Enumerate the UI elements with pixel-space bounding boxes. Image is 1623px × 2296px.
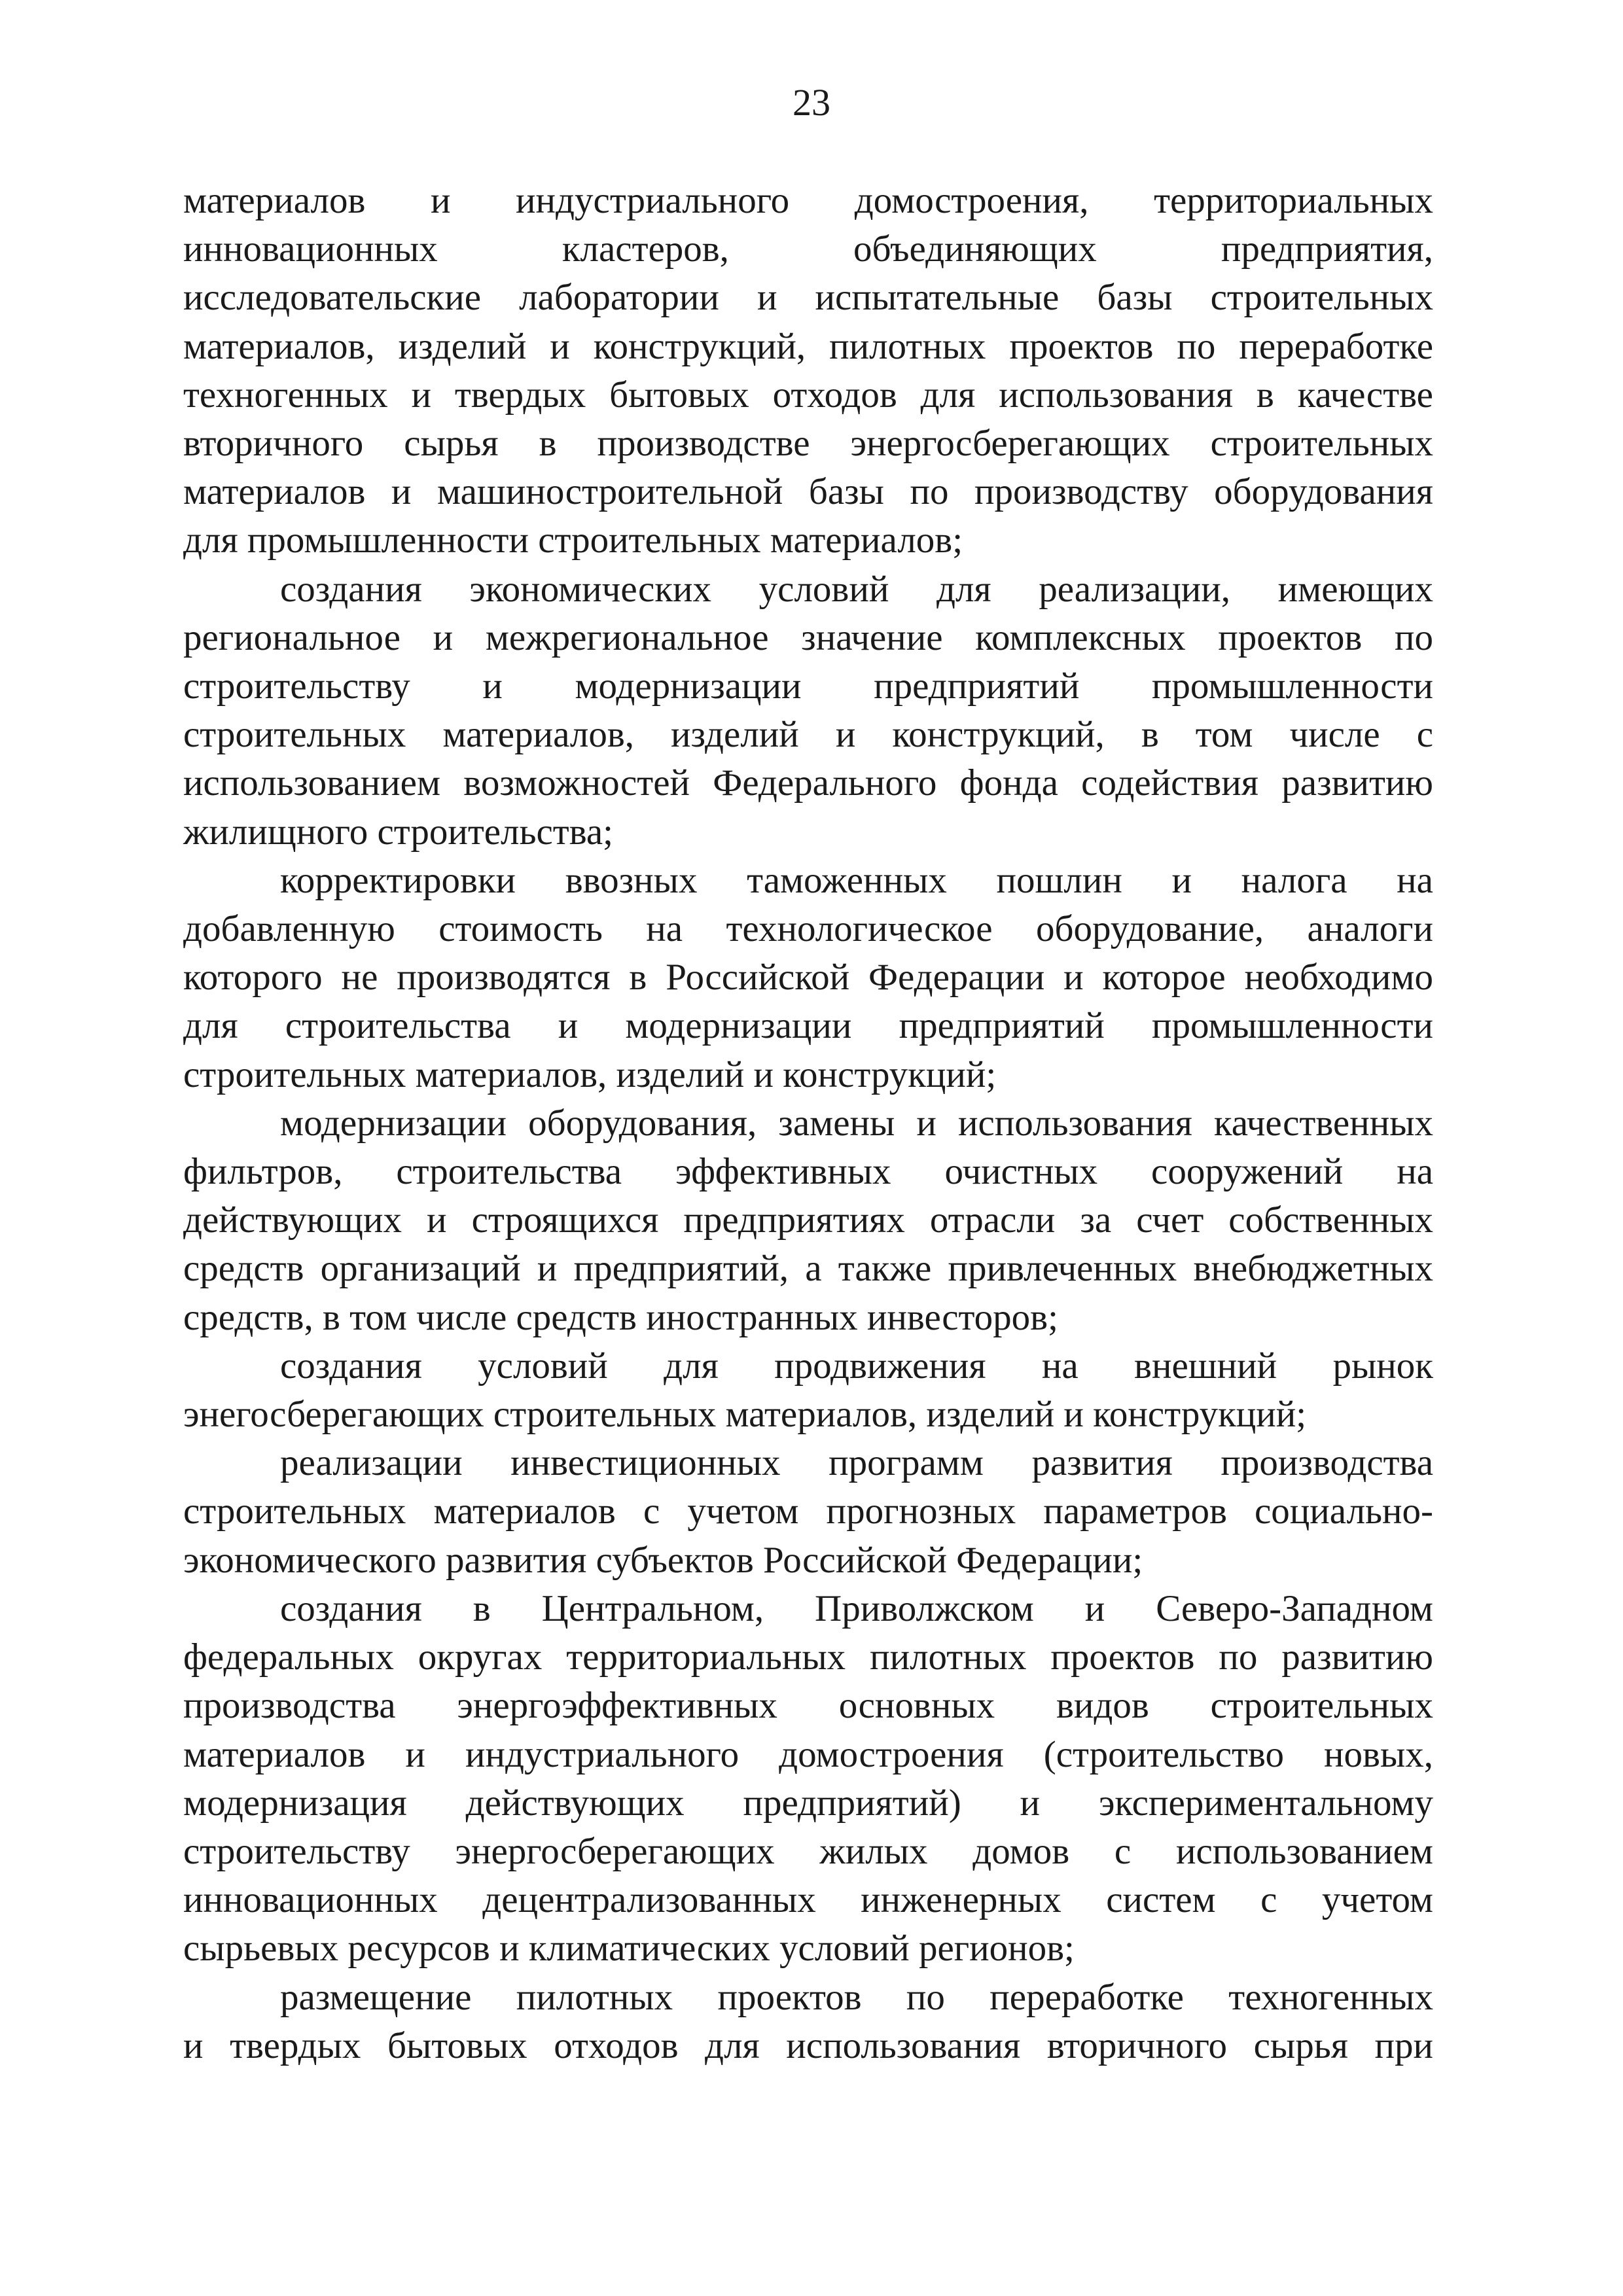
paragraph-line: инновационных кластеров, объединяющих предприятия,: [183, 228, 1433, 270]
document-body: [183, 177, 1433, 2070]
paragraph: [183, 1099, 1433, 1342]
paragraph-line: фильтров, строительства эффективных очистных сооружений на: [183, 1151, 1433, 1193]
paragraph-line: исследовательские лаборатории и испытательные базы строительных: [183, 277, 1433, 319]
paragraph: [183, 1973, 1433, 2070]
paragraph-line: добавленную стоимость на технологическое оборудование, аналоги: [183, 908, 1433, 950]
paragraph-line: которого не производятся в Российской Федерации и которое необходимо: [183, 957, 1433, 998]
paragraph: [183, 177, 1433, 565]
paragraph-line: материалов и машиностроительной базы по производству оборудования: [183, 471, 1433, 513]
paragraph-line: сырьевых ресурсов и климатических условий регионов;: [183, 1928, 1075, 1969]
paragraph: [183, 857, 1433, 1099]
paragraph-line: строительных материалов с учетом прогнозных параметров социально-: [183, 1491, 1433, 1532]
paragraph-line: вторичного сырья в производстве энергосберегающих строительных: [183, 423, 1433, 465]
paragraph-line: модернизации оборудования, замены и использования качественных: [280, 1102, 1433, 1144]
paragraph-line: создания условий для продвижения на внешний рынок: [280, 1345, 1433, 1386]
paragraph-line: модернизация действующих предприятий) и экспериментальному: [183, 1782, 1433, 1824]
paragraph: [183, 1439, 1433, 1585]
paragraph-line: действующих и строящихся предприятиях отрасли за счет собственных: [183, 1199, 1433, 1241]
paragraph-line: средств, в том числе средств иностранных инвесторов;: [183, 1296, 1058, 1338]
paragraph-line: федеральных округах территориальных пилотных проектов по развитию: [183, 1636, 1433, 1678]
paragraph-line: материалов, изделий и конструкций, пилотных проектов по переработке: [183, 325, 1433, 367]
paragraph: [183, 565, 1433, 857]
paragraph-line: строительству энергосберегающих жилых домов с использованием: [183, 1830, 1433, 1872]
paragraph-line: жилищного строительства;: [183, 811, 614, 853]
paragraph-line: региональное и межрегиональное значение комплексных проектов по: [183, 616, 1433, 658]
paragraph-line: корректировки ввозных таможенных пошлин и налога на: [280, 859, 1433, 901]
paragraph-line: размещение пилотных проектов по переработке техногенных: [280, 1976, 1433, 2018]
paragraph-line: и твердых бытовых отходов для использования вторичного сырья при: [183, 2024, 1433, 2066]
paragraph-line: создания экономических условий для реализации, имеющих: [280, 568, 1433, 610]
paragraph: [183, 1342, 1433, 1439]
paragraph-line: создания в Центральном, Приволжском и Северо-Западном: [280, 1587, 1433, 1629]
page-number: 23: [793, 81, 830, 124]
paragraph: [183, 1585, 1433, 1973]
paragraph-line: строительных материалов, изделий и конструкций, в том числе с: [183, 714, 1433, 756]
paragraph-line: строительных материалов, изделий и конструкций;: [183, 1053, 997, 1095]
paragraph-line: средств организаций и предприятий, а также привлеченных внебюджетных: [183, 1248, 1433, 1290]
paragraph-line: материалов и индустриального домостроения, территориальных: [183, 180, 1433, 221]
paragraph-line: использованием возможностей Федерального фонда содействия развитию: [183, 762, 1433, 804]
paragraph-line: производства энергоэффективных основных видов строительных: [183, 1685, 1433, 1727]
paragraph-line: для промышленности строительных материалов;: [183, 520, 963, 561]
paragraph-line: экономического развития субъектов Российской Федерации;: [183, 1539, 1143, 1581]
paragraph-line: для строительства и модернизации предприятий промышленности: [183, 1005, 1433, 1047]
paragraph-line: техногенных и твердых бытовых отходов для использования в качестве: [183, 374, 1433, 415]
paragraph-line: реализации инвестиционных программ развития производства: [280, 1442, 1433, 1484]
paragraph-line: строительству и модернизации предприятий промышленности: [183, 665, 1433, 707]
paragraph-line: материалов и индустриального домостроения (строительство новых,: [183, 1733, 1433, 1775]
paragraph-line: инновационных децентрализованных инженерных систем с учетом: [183, 1879, 1433, 1921]
paragraph-line: энегосберегающих строительных материалов, изделий и конструкций;: [183, 1394, 1307, 1436]
